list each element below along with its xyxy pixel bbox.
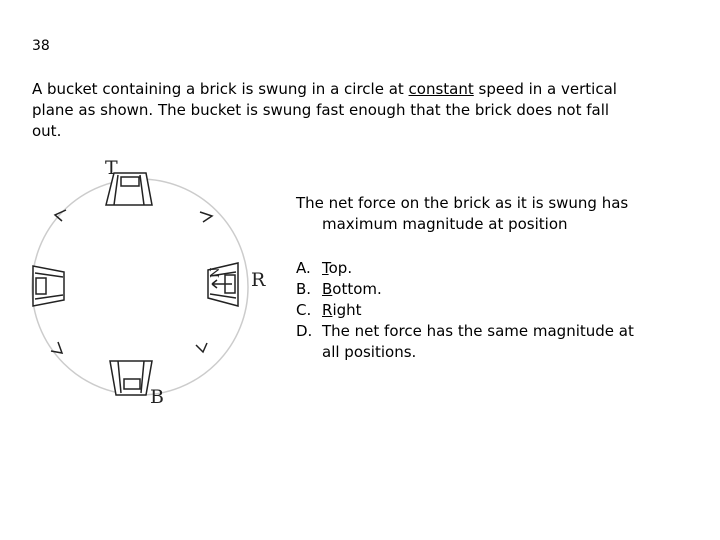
answer-choices <box>296 258 636 363</box>
choice-letter: B. <box>296 280 312 298</box>
label-right: R <box>251 269 266 291</box>
bucket-circle-diagram <box>22 155 282 410</box>
bucket-bottom <box>110 361 152 395</box>
stem-part-1: A bucket containing a brick is swung in a circle at <box>32 80 409 98</box>
prompt <box>296 193 636 235</box>
prompt-line-2: maximum magnitude at position <box>322 215 568 233</box>
stem-part-2: speed in a vertical plane as shown. The bucket is swung fast enough that the brick does not fall out. <box>32 80 617 140</box>
label-top: T <box>105 157 118 179</box>
choice-a[interactable] <box>296 258 636 279</box>
choice-letter: C. <box>296 301 312 319</box>
choice-text: The net force has the same magnitude at all positions. <box>322 322 634 361</box>
question-number: 38 <box>32 38 50 54</box>
label-bottom: B <box>150 386 164 408</box>
arrow-lower-right <box>196 343 207 352</box>
label-n: N <box>208 267 222 278</box>
question-stem <box>32 79 632 142</box>
arrow-lower-left <box>51 342 62 353</box>
motion-arrows <box>51 210 212 353</box>
choice-letter: A. <box>296 259 311 277</box>
choice-b[interactable] <box>296 279 636 300</box>
choice-text: Bottom. <box>322 280 382 298</box>
choice-letter: D. <box>296 322 313 340</box>
choice-c[interactable] <box>296 300 636 321</box>
choice-text: Top. <box>322 259 353 277</box>
arrow-upper-right <box>200 212 212 222</box>
prompt-line-1: The net force on the brick as it is swung has <box>296 194 629 212</box>
bucket-left <box>33 266 64 306</box>
stem-emphasis: constant <box>408 80 474 98</box>
choice-text: Right <box>322 301 362 319</box>
choice-d[interactable] <box>296 321 636 363</box>
